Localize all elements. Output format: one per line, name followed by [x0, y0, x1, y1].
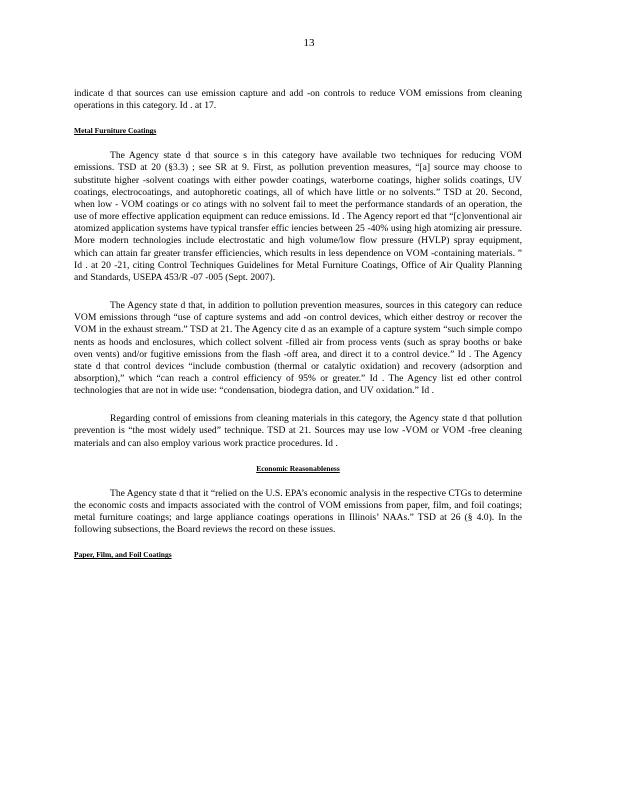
page-body [74, 88, 522, 560]
paragraph-continuation: indicate d that sources can use emission capture and add -on controls to reduce VOM emissions from cleaning operations in this category. Id . at 17. [74, 88, 522, 112]
page-number: 13 [303, 37, 315, 49]
paragraph-cleaning-materials: Regarding control of emissions from cleaning materials in this category, the Agency state d that pollution prevention is “the most widely used” technique. TSD at 21. Sources may use low -VOM or VOM -free cleaning materials and can also employ various work practice procedures. Id . [74, 413, 522, 449]
paragraph-capture-systems: The Agency state d that, in addition to pollution prevention measures, sources in this category can reduce VOM emissions through “use of capture systems and add -on control devices, which either destroy or recover the VOM in the exhaust stream.” TSD at 21. The Agency cite d as an example of a capture system “such simple compo nents as hoods and enclosures, which collect solvent -filled air from process vents (such as spray booths or bake oven vents) and/or fugitive emissions from the flash -off area, and direct it to a control device.” Id . The Agency state d that control devices “include combustion (thermal or catalytic oxidation) and recovery (adsorption and absorption),” which “can reach a control efficiency of 95% or greater.” Id . The Agency list ed other control technologies that are not in wide use: “condensation, biodegra dation, and UV oxidation.” Id . [74, 300, 522, 397]
heading-metal-furniture-coatings: Metal Furniture Coatings [74, 126, 157, 136]
heading-economic-reasonableness: Economic Reasonableness [256, 463, 340, 473]
paragraph-pollution-prevention: The Agency state d that source s in this category have available two techniques for reducing VOM emissions. TSD at 20 (§3.3) ; see SR at 9. First, as pollution prevention measures, “[a] source may choose to substitute higher -solvent coatings with either powder coatings, waterborne coatings, higher solids coatings, UV coatings, electrocoatings, and autophoretic coatings, all of which have little or no solvents.” TSD at 20. Second, when low - VOM coatings or co atings with no solvent fail to meet the performance standards of an operation, the use of more effective application equipment can reduce emissions. Id . The Agency report ed that “[c]onventional air atomized application systems have typical transfer effic iencies between 25 -40% using high atomizing air pressure. More modern technologies include electrostatic and high volume/low flow pressure (HVLP) spray equipment, which can attain far greater transfer efficiencies, which results in less dependence on VOM -containing materials. ” Id . at 20 -21, citing Control Techniques Guidelines for Metal Furniture Coatings, Office of Air Quality Planning and Standards, USEPA 453/R -07 -005 (Sept. 2007). [74, 150, 522, 283]
heading-paper-film-foil-coatings: Paper, Film, and Foil Coatings [74, 550, 172, 560]
paragraph-economic-analysis: The Agency state d that it “relied on the U.S. EPA’s economic analysis in the respective CTGs to determine the economic costs and impacts associated with the control of VOM emissions from paper, film, and foil coatings; metal furniture coatings; and large appliance coatings operations in Illinois’ NAAs.” TSD at 26 (§ 4.0). In the following subsections, the Board reviews the record on these issues. [74, 487, 522, 536]
